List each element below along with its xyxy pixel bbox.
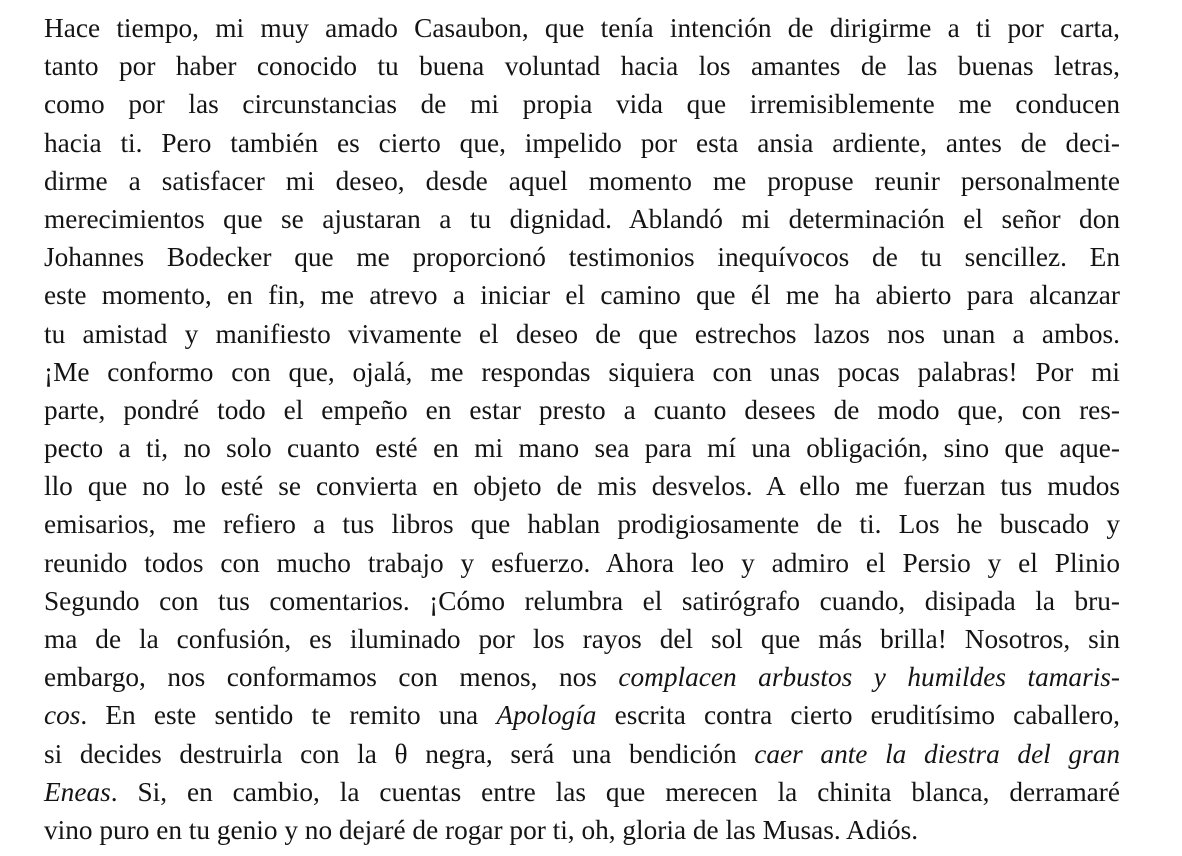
text-line: tanto por haber conocido tu buena voluntad hacia los amantes de las buenas letras, — [44, 51, 1120, 82]
italic-quote: caer ante la diestra del gran — [754, 738, 1120, 769]
italic-quote: cos — [44, 700, 81, 731]
text-line: vino puro en tu genio y no dejaré de rogar por ti, oh, gloria de las Musas. Adiós. — [44, 814, 919, 845]
text-line: hacia ti. Pero también es cierto que, impelido por esta ansia ardiente, antes de deci- — [44, 127, 1120, 158]
italic-quote: complacen arbustos y humildes tamaris- — [618, 662, 1120, 693]
text-line: Hace tiempo, mi muy amado Casaubon, que tenía intención de dirigirme a ti por carta, — [44, 13, 1120, 43]
text-line: reunido todos con mucho trabajo y esfuerzo. Ahora leo y admiro el Persio y el Plinio — [44, 547, 1120, 578]
text-line: ma de la confusión, es iluminado por los rayos del sol que más brilla! Nosotros, sin — [44, 624, 1120, 654]
text-line: cos. En este sentido te remito una Apología escrita contra cierto eruditísimo caballero, — [44, 700, 1121, 731]
text-line: este momento, en fin, me atrevo a iniciar el camino que él me ha abierto para alcanzar — [44, 280, 1120, 311]
text-line: Johannes Bodecker que me proporcionó testimonios inequívocos de tu sencillez. En — [44, 242, 1120, 273]
text-line: Eneas. Si, en cambio, la cuentas entre las que merecen la chinita blanca, derramaré — [44, 776, 1120, 807]
text-line: dirme a satisfacer mi deseo, desde aquel momento me propuse reunir personalmente — [44, 165, 1120, 196]
text-line: ¡Me conformo con que, ojalá, me respondas siquiera con unas pocas palabras! Por mi — [44, 356, 1120, 387]
text-line: llo que no lo esté se convierta en objeto de mis desvelos. A ello me fuerzan tus mudos — [44, 471, 1120, 502]
italic-title: Apología — [496, 700, 597, 731]
text-line: embargo, nos conformamos con menos, nos complacen arbustos y humildes tamaris- — [44, 662, 1120, 693]
text-line: Segundo con tus comentarios. ¡Cómo relumbra el satirógrafo cuando, disipada la bru- — [44, 585, 1120, 616]
text-line: tu amistad y manifiesto vivamente el deseo de que estrechos lazos nos unan a ambos. — [44, 318, 1120, 349]
text-line: parte, pondré todo el empeño en estar presto a cuanto desees de modo que, con res- — [44, 394, 1120, 425]
letter-body — [44, 9, 1120, 849]
text-line: como por las circunstancias de mi propia vida que irremisiblemente me conducen — [44, 89, 1120, 120]
italic-quote: Eneas — [44, 776, 111, 807]
text-line: merecimientos que se ajustaran a tu dignidad. Ablandó mi determinación el señor don — [44, 203, 1120, 234]
text-line: pecto a ti, no solo cuanto esté en mi mano sea para mí una obligación, sino que aque- — [44, 433, 1120, 464]
text-line: si decides destruirla con la θ negra, será una bendición caer ante la diestra del gran — [44, 738, 1120, 769]
text-line: emisarios, me refiero a tus libros que hablan prodigiosamente de ti. Los he buscado y — [44, 509, 1120, 540]
